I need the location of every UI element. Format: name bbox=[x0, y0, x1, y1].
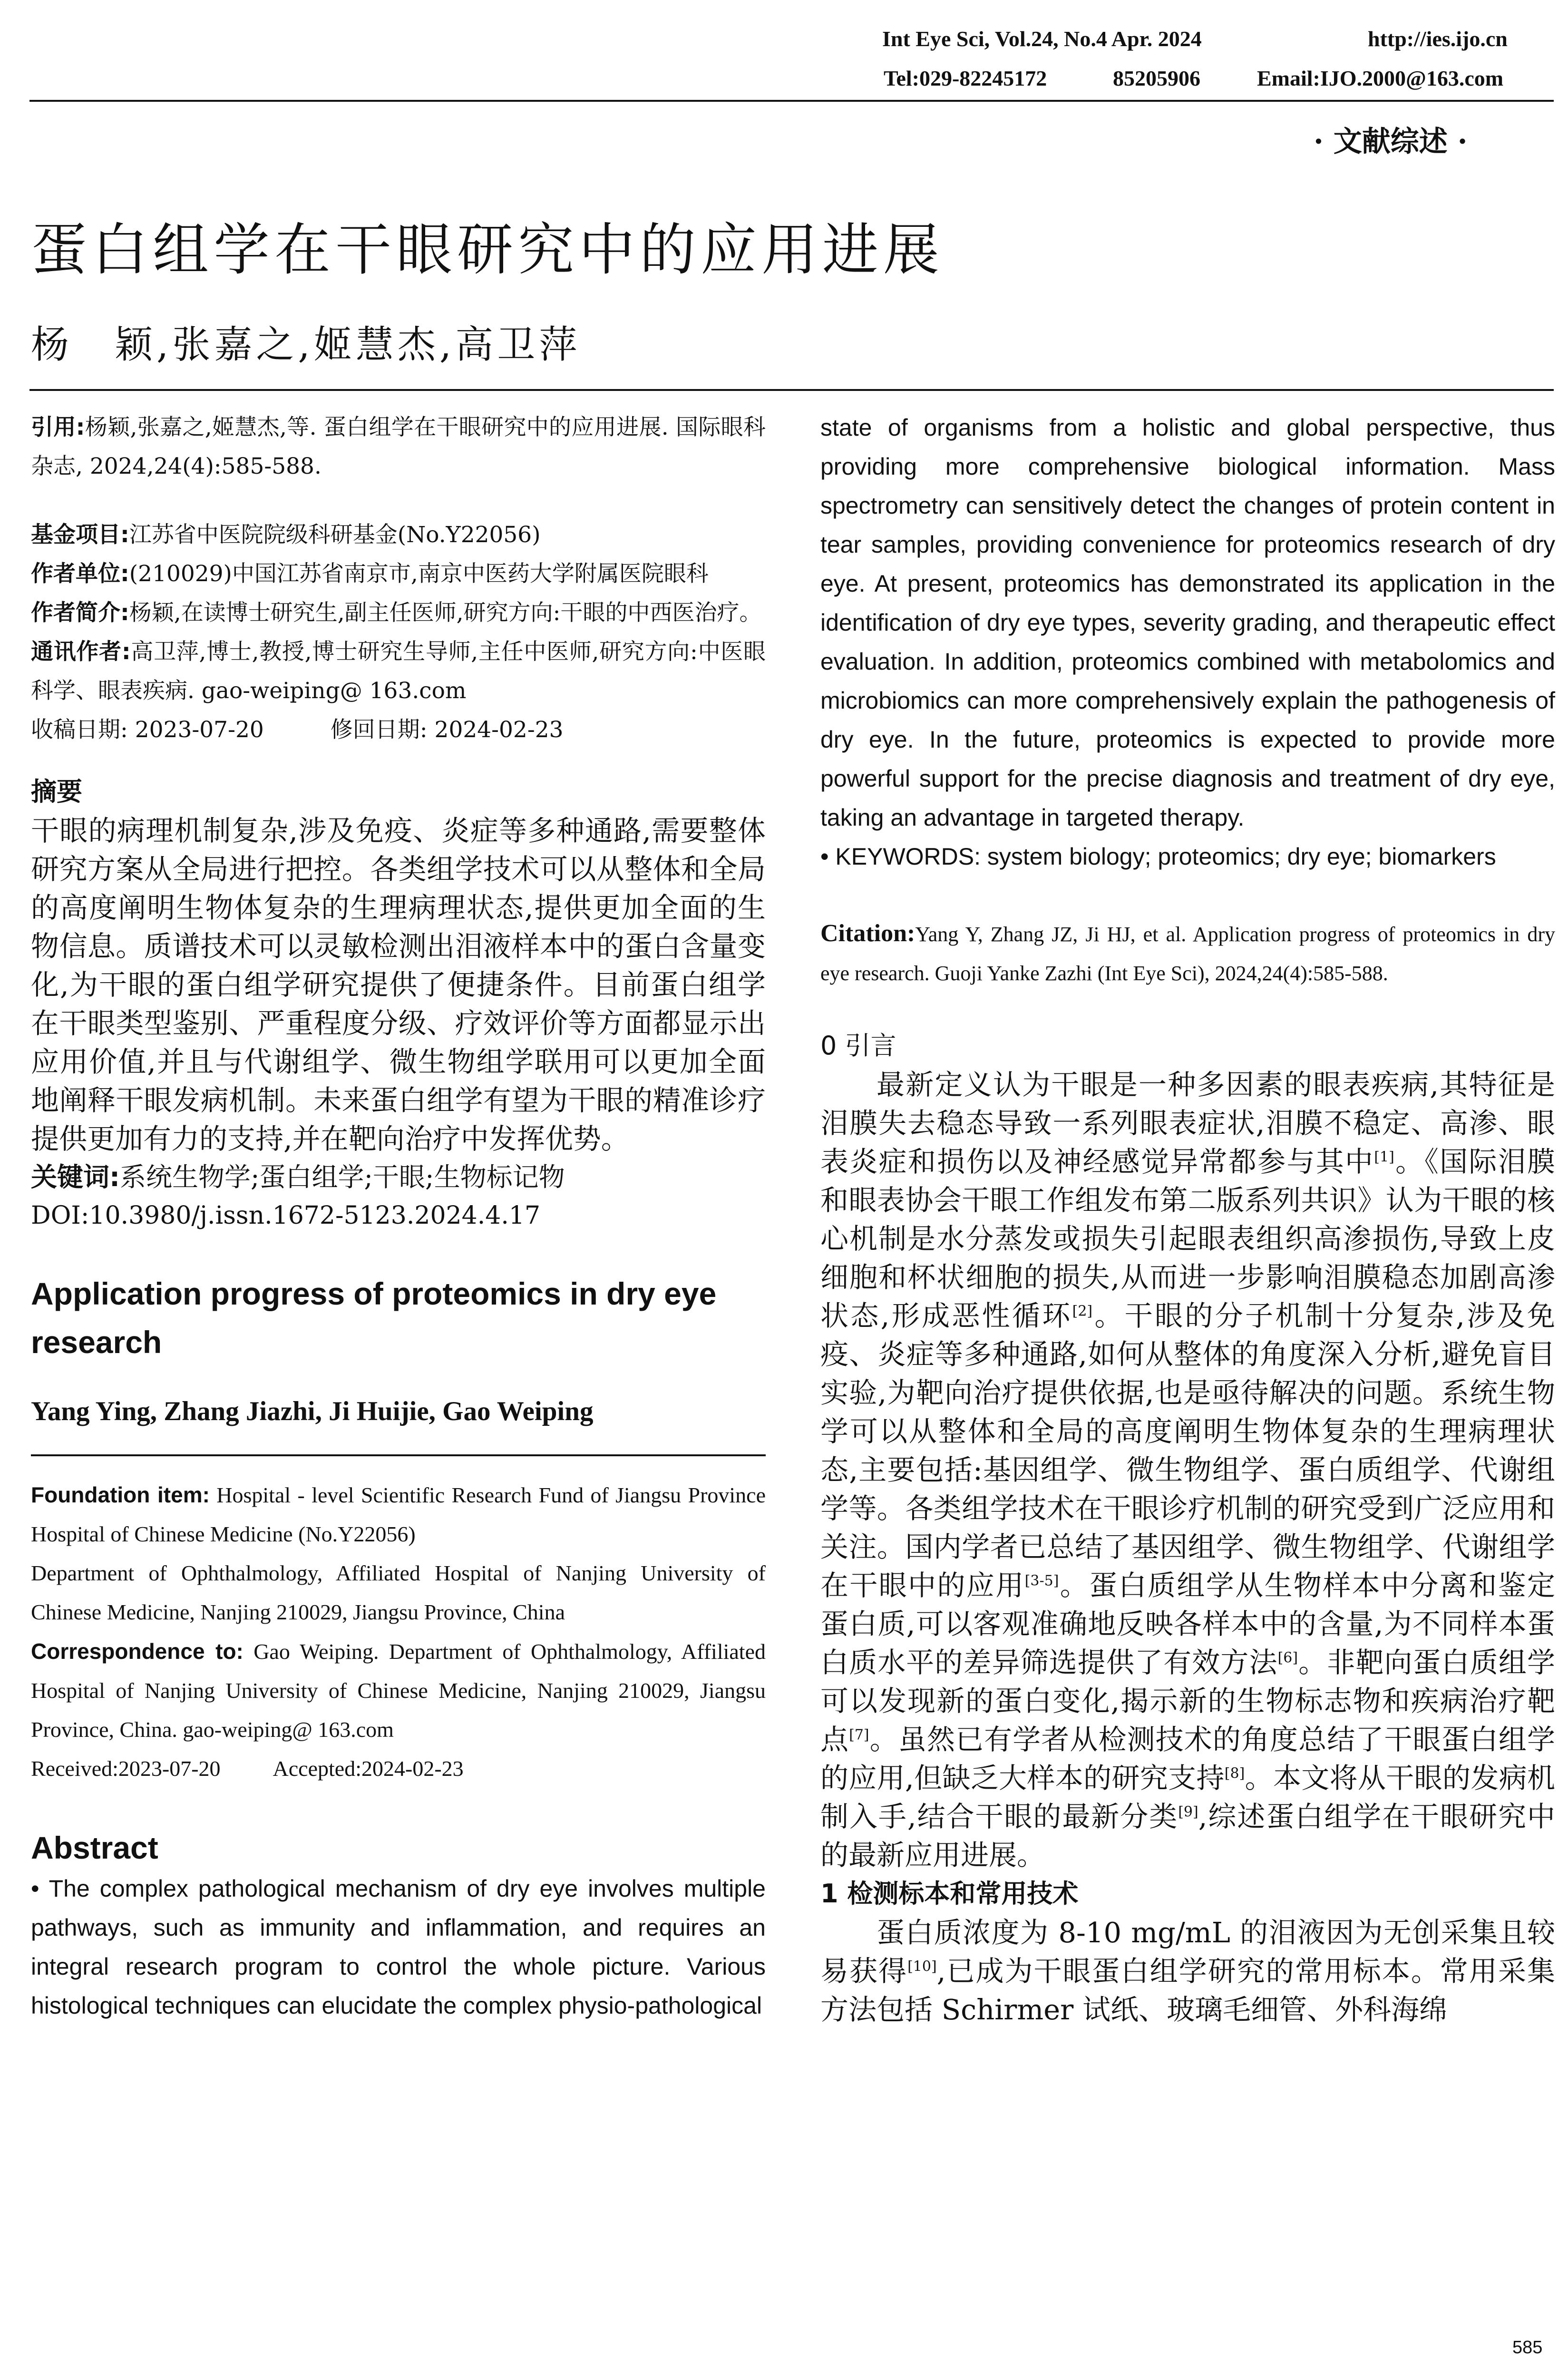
en-foundation-text: Hospital - level Scientific Research Fund of Jiangsu Province Hospital of Chinese Medicine (No.Y22056) bbox=[31, 1483, 766, 1546]
abstract-en-start: • The complex pathological mechanism of dry eye involves multiple pathways, such as immunity and inflammation, and requires an integral research program to control the whole picture. Various histological techniques can elucidate the complex physio-pathological bbox=[31, 1875, 766, 2019]
section-1-heading: 1 检测标本和常用技术 bbox=[820, 1879, 1079, 1909]
journal-url[interactable]: http://ies.ijo.cn bbox=[1368, 27, 1508, 51]
doi[interactable]: DOI:10.3980/j.issn.1672-5123.2024.4.17 bbox=[31, 1201, 541, 1230]
corr-text: 高卫萍,博士,教授,博士研究生导师,主任中医师,研究方向:中医眼科学、眼表疾病. gao-weiping@ 163.com bbox=[31, 639, 766, 704]
en-correspondence bbox=[31, 1632, 766, 1749]
keywords-text: 系统生物学;蛋白组学;干眼;生物标记物 bbox=[120, 1162, 565, 1192]
unit-label: 作者单位: bbox=[31, 561, 129, 587]
header-rule bbox=[29, 100, 1554, 102]
dates-cn bbox=[31, 711, 766, 750]
intro-paragraph bbox=[820, 1065, 1555, 1874]
journal-info: Int Eye Sci, Vol.24, No.4 Apr. 2024 bbox=[882, 27, 1202, 51]
authors-cn: 杨 颖,张嘉之,姬慧杰,高卫萍 bbox=[31, 322, 581, 367]
section-1-paragraph bbox=[820, 1913, 1555, 2029]
bio-cn bbox=[31, 594, 766, 633]
en-department: Department of Ophthalmology, Affiliated Hospital of Nanjing University of Chinese Medicine, Nanjing 210029, Jiangsu Province, China bbox=[31, 1561, 766, 1624]
ref-2[interactable]: [2] bbox=[1072, 1303, 1093, 1320]
sec1-text-2: ,已成为干眼蛋白组学研究的常用标本。常用采集方法包括 Schirmer 试纸、玻璃毛细管、外科海绵 bbox=[820, 1955, 1555, 2026]
intro-heading: 0 引言 bbox=[820, 1031, 896, 1061]
en-accepted: Accepted:2024-02-23 bbox=[273, 1756, 464, 1781]
keywords-en: • KEYWORDS: system biology; proteomics; dry eye; biomarkers bbox=[820, 843, 1496, 870]
fund-label: 基金项目: bbox=[31, 522, 129, 548]
revised-date: 修回日期: 2024-02-23 bbox=[330, 717, 564, 743]
fund-text: 江苏省中医院院级科研基金(No.Y22056) bbox=[129, 522, 541, 548]
intro-text-4: 。蛋白质组学从生物样本中分离和鉴定蛋白质,可以客观准确地反映各样本中的含量,为不同样本蛋白质水平的差异筛选提供了有效方法 bbox=[820, 1569, 1555, 1679]
right-column bbox=[820, 408, 1555, 2029]
en-foundation bbox=[31, 1475, 766, 1554]
english-title: Application progress of proteomics in dry eye research bbox=[31, 1276, 717, 1360]
citation-en bbox=[820, 914, 1555, 993]
en-corr-text: Gao Weiping. Department of Ophthalmology, Affiliated Hospital of Nanjing University of Chinese Medicine, Nanjing 210029, Jiangsu Province, China. gao-weiping@ 163.com bbox=[31, 1639, 766, 1742]
citation-en-label: Citation: bbox=[820, 920, 915, 947]
fund-cn bbox=[31, 516, 766, 555]
intro-text-6: 。虽然已有学者从检测技术的角度总结了干眼蛋白组学的应用,但缺乏大样本的研究支持 bbox=[820, 1723, 1555, 1794]
ref-8[interactable]: [8] bbox=[1224, 1765, 1245, 1782]
intro-text-2: 。《国际泪膜和眼表协会干眼工作组发布第二版系列共识》认为干眼的核心机制是水分蒸发或损失引起眼表组织高渗损伤,导致上皮细胞和杯状细胞的损失,从而进一步影响泪膜稳态加剧高渗状态,形成恶性循环 bbox=[820, 1145, 1555, 1332]
ref-9[interactable]: [9] bbox=[1178, 1803, 1198, 1821]
intro-text-1: 最新定义认为干眼是一种多因素的眼表疾病,其特征是泪膜失去稳态导致一系列眼表症状,泪膜不稳定、高渗、眼表炎症和损伤以及神经感觉异常都参与其中 bbox=[820, 1068, 1555, 1178]
en-dates bbox=[31, 1749, 766, 1788]
journal-tel: Tel:029-82245172 bbox=[884, 66, 1047, 90]
en-corr-label: Correspondence to: bbox=[31, 1639, 243, 1664]
sec1-text-1: 蛋白质浓度为 8-10 mg/mL 的泪液因为无创采集且较易获得 bbox=[820, 1916, 1555, 1987]
abstract-cn: 干眼的病理机制复杂,涉及免疫、炎症等多种通路,需要整体研究方案从全局进行把控。各类组学技术可以从整体和全局的高度阐明生物体复杂的生理病理状态,提供更加全面的生物信息。质谱技术可以灵敏检测出泪液样本中的蛋白含量变化,为干眼的蛋白组学研究提供了便捷条件。目前蛋白组学在干眼类型鉴别、严重程度分级、疗效评价等方面都显示出应用价值,并且与代谢组学、微生物组学联用可以更加全面地阐释干眼发病机制。未来蛋白组学有望为干眼的精准诊疗提供更加有力的支持,并在靶向治疗中发挥优势。 bbox=[31, 814, 766, 1155]
intro-text-8: ,综述蛋白组学在干眼研究中的最新应用进展。 bbox=[820, 1800, 1555, 1871]
citation-text: 杨颖,张嘉之,姬慧杰,等. 蛋白组学在干眼研究中的应用进展. 国际眼科杂志, 2024,24(4):585-588. bbox=[31, 414, 766, 479]
abstract-heading-en: Abstract bbox=[31, 1830, 158, 1865]
citation-cn bbox=[31, 408, 766, 486]
journal-fax: 85205906 bbox=[1113, 66, 1200, 90]
unit-cn bbox=[31, 555, 766, 594]
ref-7[interactable]: [7] bbox=[849, 1726, 869, 1744]
english-authors: Yang Ying, Zhang Jiazhi, Ji Huijie, Gao Weiping bbox=[31, 1396, 594, 1426]
corr-cn bbox=[31, 633, 766, 711]
abstract-en-cont: state of organisms from a holistic and global perspective, thus providing more comprehensive biological information. Mass spectrometry can sensitively detect the changes of protein content in tear samples, providing convenience for proteomics research of dry eye. At present, proteomics has demonstrated its application in the identification of dry eye types, severity grading, and therapeutic effect evaluation. In addition, proteomics combined with metabolomics and microbiomics can more comprehensively explain the pathogenesis of dry eye. In the future, proteomics is expected to provide more powerful support for the precise diagnosis and treatment of dry eye, taking an advantage in targeted therapy. bbox=[820, 414, 1555, 831]
intro-text-7: 。本文将从干眼的发病机制入手,结合干眼的最新分类 bbox=[820, 1762, 1555, 1833]
intro-text-3: 。干眼的分子机制十分复杂,涉及免疫、炎症等多种通路,如何从整体的角度深入分析,避免盲目实验,为靶向治疗提供依据,也是亟待解决的问题。系统生物学可以从整体和全局的高度阐明生物体复杂的生理病理状态,主要包括:基因组学、微生物组学、蛋白质组学、代谢组学等。各类组学技术在干眼诊疗机制的研究受到广泛应用和关注。国内学者已总结了基因组学、微生物组学、代谢组学在干眼中的应用 bbox=[820, 1299, 1555, 1602]
title-rule bbox=[29, 389, 1554, 391]
citation-en-text: Yang Y, Zhang JZ, Ji HJ, et al. Application progress of proteomics in dry eye research. Guoji Yanke Zazhi (Int Eye Sci), 2024,24(4):585-588. bbox=[820, 923, 1555, 985]
en-foundation-label: Foundation item: bbox=[31, 1482, 210, 1507]
bio-label: 作者简介: bbox=[31, 600, 129, 626]
bio-text: 杨颖,在读博士研究生,副主任医师,研究方向:干眼的中西医治疗。 bbox=[129, 600, 762, 626]
intro-text-5: 。非靶向蛋白质组学可以发现新的蛋白变化,揭示新的生物标志物和疾病治疗靶点 bbox=[820, 1646, 1555, 1756]
section-label: · 文献综述 · bbox=[1314, 125, 1468, 158]
ref-6[interactable]: [6] bbox=[1277, 1649, 1298, 1666]
corr-label: 通讯作者: bbox=[31, 639, 131, 665]
citation-label: 引用: bbox=[31, 414, 85, 440]
journal-email[interactable]: Email:IJO.2000@163.com bbox=[1257, 66, 1504, 90]
keywords-label: 关键词: bbox=[31, 1162, 120, 1192]
english-authors-rule bbox=[31, 1454, 766, 1456]
unit-text: (210029)中国江苏省南京市,南京中医药大学附属医院眼科 bbox=[129, 561, 709, 587]
en-received: Received:2023-07-20 bbox=[31, 1756, 221, 1781]
received-date: 收稿日期: 2023-07-20 bbox=[31, 717, 264, 743]
keywords-cn bbox=[31, 1158, 766, 1197]
page-title: 蛋白组学在干眼研究中的应用进展 bbox=[31, 217, 945, 283]
left-column bbox=[31, 408, 766, 2025]
ref-3-5[interactable]: [3-5] bbox=[1024, 1572, 1059, 1589]
ref-1[interactable]: [1] bbox=[1374, 1149, 1394, 1166]
abstract-heading-cn: 摘要 bbox=[31, 777, 82, 807]
ref-10[interactable]: [10] bbox=[907, 1958, 937, 1975]
page-number: 585 bbox=[1512, 2338, 1543, 2358]
